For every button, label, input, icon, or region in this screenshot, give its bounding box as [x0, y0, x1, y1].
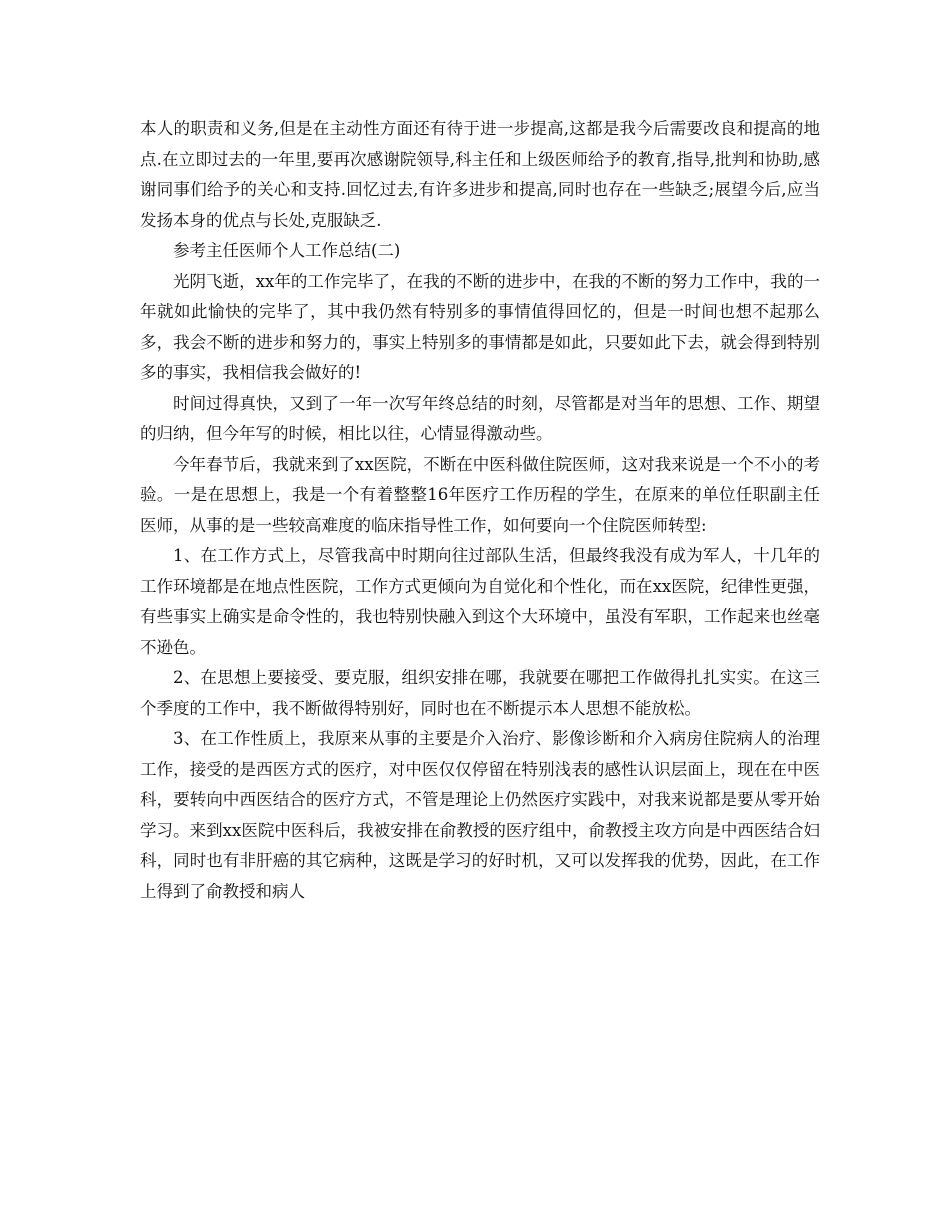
paragraph-list-item-3: 3、在工作性质上，我原来从事的主要是介入治疗、影像诊断和介入病房住院病人的治理工作，接受的是西医方式的医疗，对中医仅仅停留在特别浅表的感性认识层面上，现在在中医科，要转向中西医结合的医疗方式，不管是理论上仍然医疗实践中，对我来说都是要从零开始学习。来到xx医院中医科后，我被安排在俞教授的医疗组中，俞教授主攻方向是中西医结合妇科，同时也有非肝癌的其它病种，这既是学习的好时机，又可以发挥我的优势，因此，在工作上得到了俞教授和病人 [140, 729, 820, 901]
document-body [140, 114, 820, 907]
paragraph: 光阴飞逝，xx年的工作完毕了，在我的不断的进步中，在我的不断的努力工作中，我的一年就如此愉快的完毕了，其中我仍然有特别多的事情值得回忆的，但是一时间也想不起那么多，我会不断的进步和努力的，事实上特别多的事情都是如此，只要如此下去，就会得到特别多的事实，我相信我会做好的! [140, 271, 820, 382]
paragraph: 时间过得真快，又到了一年一次写年终总结的时刻，尽管都是对当年的思想、工作、期望的归纳，但今年写的时候，相比以往，心情显得激动些。 [140, 393, 820, 443]
paragraph-list-item-2: 2、在思想上要接受、要克服，组织安排在哪，我就要在哪把工作做得扎扎实实。在这三个季度的工作中，我不断做得特别好，同时也在不断提示本人思想不能放松。 [140, 668, 820, 718]
paragraph: 今年春节后，我就来到了xx医院，不断在中医科做住院医师，这对我来说是一个不小的考验。一是在思想上，我是一个有着整整16年医疗工作历程的学生，在原来的单位任职副主任医师，从事的是一些较高难度的临床指导性工作，如何要向一个住院医师转型: [140, 454, 820, 535]
section-heading: 参考主任医师个人工作总结(二) [173, 241, 401, 260]
paragraph-list-item-1: 1、在工作方式上，尽管我高中时期向往过部队生活，但最终我没有成为军人，十几年的工作环境都是在地点性医院，工作方式更倾向为自觉化和个性化，而在xx医院，纪律性更强，有些事实上确实是命令性的，我也特别快融入到这个大环境中，虽没有军职，工作起来也丝毫不逊色。 [140, 546, 820, 657]
paragraph-continuation: 本人的职责和义务,但是在主动性方面还有待于进一步提高,这都是我今后需要改良和提高的地点.在立即过去的一年里,要再次感谢院领导,科主任和上级医师给予的教育,指导,批判和协助,感谢同事们给予的关心和支持.回忆过去,有许多进步和提高,同时也存在一些缺乏;展望今后,应当发扬本身的优点与长处,克服缺乏. [140, 119, 820, 230]
